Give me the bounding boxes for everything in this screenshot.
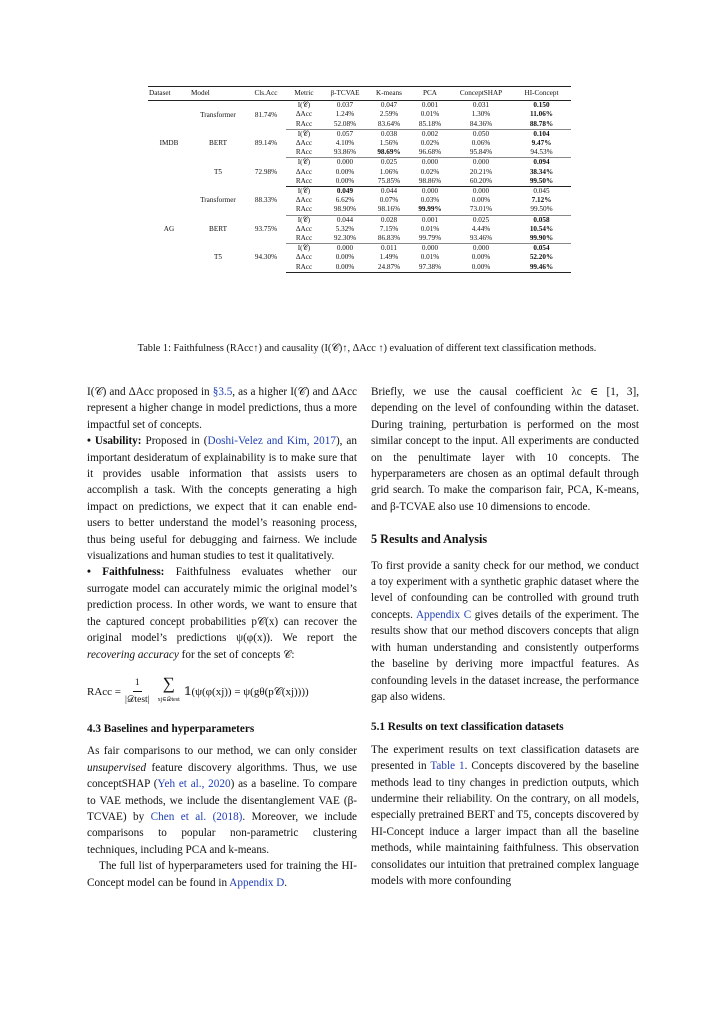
value-cell: 0.028	[380, 215, 398, 224]
metric-cell: ΔAcc	[295, 196, 313, 205]
value-cell: 0.03%	[420, 196, 440, 205]
equation-body: 𝟙(ψ(φ(xj)) = ψ(gθ(p𝒞(xj))))	[183, 685, 309, 698]
value-cell: 99.90%	[512, 234, 571, 244]
col-header-conceptshap: ConceptSHAP	[450, 87, 512, 101]
metric-cell: I(𝒞)	[297, 158, 311, 167]
col-header-dataset: Dataset	[148, 87, 190, 101]
value-cell: 52.08%	[322, 120, 368, 130]
value-cell: 92.30%	[322, 234, 368, 244]
value-cell: 0.000	[336, 158, 354, 167]
metric-cell: RAcc	[286, 148, 322, 158]
metric-cell: RAcc	[286, 263, 322, 273]
value-cell: 98.90%	[322, 205, 368, 215]
col-header-pca: PCA	[410, 87, 450, 101]
table-row	[148, 129, 571, 139]
col-header-metric: Metric	[286, 87, 322, 101]
value-cell: 0.01%	[420, 224, 440, 233]
value-cell: 7.15%	[379, 224, 399, 233]
equation-fraction	[125, 675, 150, 709]
text-span: Proposed in (	[141, 435, 208, 448]
value-cell: 0.044	[336, 215, 354, 224]
cls-acc-cell: 81.74%	[254, 110, 278, 119]
text-span: The full list of hyperparameters used for training the HI-Concept model can be found in	[87, 860, 357, 889]
citation-link-yeh[interactable]: Yeh et al., 2020	[157, 778, 231, 791]
paragraph-metrics	[87, 384, 357, 433]
value-cell: 86.83%	[368, 234, 410, 244]
metric-cell: I(𝒞)	[297, 187, 311, 196]
value-cell: 5.32%	[335, 224, 355, 233]
value-cell: 10.54%	[529, 224, 554, 233]
citation-link-chen[interactable]: Chen et al. (2018)	[150, 810, 243, 823]
model-cell: BERT	[209, 139, 227, 148]
section-link[interactable]: §3.5	[212, 386, 233, 398]
col-header-cls-acc: Cls.Acc	[246, 87, 286, 101]
table-body	[148, 101, 571, 273]
table-row	[148, 244, 571, 254]
sum-subscript: xj∈𝒟test	[157, 696, 180, 703]
value-cell: 20.21%	[469, 167, 493, 176]
section-heading-5-1: 5.1 Results on text classification datasets	[371, 721, 564, 734]
metric-cell: ΔAcc	[295, 110, 313, 119]
value-cell: 0.044	[380, 187, 398, 196]
appendix-d-link[interactable]: Appendix D	[229, 876, 285, 889]
table-header-row	[148, 87, 571, 101]
value-cell: 99.79%	[410, 234, 450, 244]
value-cell: 0.000	[421, 244, 439, 253]
model-cell: BERT	[209, 224, 227, 233]
value-cell: 0.00%	[471, 196, 491, 205]
value-cell: 7.12%	[531, 196, 552, 205]
table-row	[148, 215, 571, 225]
value-cell: 98.69%	[368, 148, 410, 158]
metric-cell: RAcc	[286, 234, 322, 244]
model-cell: T5	[214, 167, 222, 176]
value-cell: 4.44%	[471, 224, 491, 233]
value-cell: 75.85%	[368, 177, 410, 187]
metric-cell: I(𝒞)	[297, 101, 311, 110]
metric-cell: I(𝒞)	[297, 129, 311, 138]
value-cell: 1.49%	[379, 253, 399, 262]
model-cell: Transformer	[200, 110, 236, 119]
value-cell: 73.01%	[450, 205, 512, 215]
col-header-beta-tcvae: β-TCVAE	[322, 87, 368, 101]
value-cell: 0.06%	[471, 139, 491, 148]
value-cell: 0.00%	[322, 263, 368, 273]
value-cell: 9.47%	[531, 139, 552, 148]
value-cell: 0.050	[472, 129, 490, 138]
section-heading-4-3: 4.3 Baselines and hyperparameters	[87, 722, 255, 735]
text-span: I(𝒞) and ΔAcc proposed in	[87, 386, 213, 398]
paragraph-hyperparameters	[87, 858, 357, 891]
value-cell: 0.054	[533, 244, 550, 253]
value-cell: 0.00%	[335, 167, 355, 176]
value-cell: 99.46%	[512, 263, 571, 273]
value-cell: 99.50%	[512, 205, 571, 215]
value-cell: 0.02%	[420, 167, 440, 176]
value-cell: 0.000	[421, 158, 439, 167]
equation-sum	[157, 673, 180, 708]
value-cell: 0.01%	[420, 253, 440, 262]
text-span: feature discovery algorithms. Thus, we use conceptSHAP (	[87, 761, 357, 791]
metric-cell: I(𝒞)	[297, 244, 311, 253]
left-column	[87, 384, 357, 891]
metric-cell: I(𝒞)	[297, 215, 311, 224]
model-cell: T5	[214, 253, 222, 262]
value-cell: 0.025	[380, 158, 398, 167]
value-cell: 4.10%	[335, 139, 355, 148]
value-cell: 0.011	[381, 244, 397, 253]
value-cell: 93.46%	[450, 234, 512, 244]
value-cell: 99.99%	[410, 205, 450, 215]
table-1-link[interactable]: Table 1	[430, 760, 465, 773]
table-row	[148, 101, 571, 111]
value-cell: 95.84%	[450, 148, 512, 158]
value-cell: 0.00%	[335, 253, 355, 262]
value-cell: 6.62%	[335, 196, 355, 205]
value-cell: 96.68%	[410, 148, 450, 158]
text-span: , as a higher I(𝒞) and ΔAcc represent a higher change in model predictions, thus a more impactful set of concepts.	[87, 386, 358, 431]
emphasis-recovering-accuracy: recovering accuracy	[87, 648, 179, 661]
paragraph-usability	[87, 433, 357, 564]
text-span: .	[284, 876, 288, 889]
value-cell: 1.30%	[471, 110, 491, 119]
value-cell: 0.00%	[322, 177, 368, 187]
value-cell: 0.000	[472, 187, 490, 196]
text-span: The experiment results on text classification datasets are presented in	[371, 743, 639, 773]
col-header-kmeans: K-means	[368, 87, 410, 101]
results-table-container	[148, 86, 571, 273]
value-cell: 99.50%	[512, 177, 571, 187]
value-cell: 0.038	[380, 129, 398, 138]
sum-symbol: ∑	[162, 673, 175, 693]
equation-numerator: 1	[133, 675, 142, 692]
text-span: Faithfulness evaluates whether our surrogate model can accurately mimic the original model’s prediction process. In other words, we want to ensure that the captured concept probabilities p𝒞(x) can recover the original model’s predictions ψ(φ(x)). We report the	[87, 566, 358, 645]
text-span: . Concepts discovered by the baseline methods lead to tiny changes in prediction outputs, which undermine their reliability. On the contrary, on all models, especially pretrained BERT and T5, concepts discovered by HI-Concept induce a larger impact than all the baseline methods, while maintaining faithfulness. This observation consolidates our intuition that pretrained complex language models with more confounding	[371, 760, 640, 887]
value-cell: 98.16%	[368, 205, 410, 215]
dataset-cell: IMDB	[159, 139, 179, 148]
value-cell: 0.150	[533, 101, 550, 110]
metric-cell: ΔAcc	[295, 167, 313, 176]
metric-cell: ΔAcc	[295, 224, 313, 233]
metric-cell: RAcc	[286, 120, 322, 130]
value-cell: 0.045	[533, 187, 550, 196]
paragraph-causal-coefficient: Briefly, we use the causal coefficient λc ∈ [1, 3], depending on the level of confounding within the dataset. During training, perturbation is performed on the most similar concept to the input. All experiments are conducted on the penultimate layer with 10 concepts. The hyperparameters are chosen as an optimal default through grid search. To make the comparison fair, PCA, K-means, and β-TCVAE also use 10 dimensions to encode.	[371, 386, 639, 513]
value-cell: 38.34%	[529, 167, 554, 176]
value-cell: 0.057	[336, 129, 354, 138]
value-cell: 0.02%	[420, 139, 440, 148]
value-cell: 0.094	[533, 158, 550, 167]
value-cell: 0.049	[336, 187, 354, 196]
value-cell: 0.000	[472, 158, 490, 167]
value-cell: 0.000	[421, 187, 439, 196]
text-span: As fair comparisons to our method, we can only consider	[87, 745, 357, 758]
cls-acc-cell: 88.33%	[254, 196, 278, 205]
value-cell: 0.025	[472, 215, 490, 224]
section-heading-5: 5 Results and Analysis	[371, 532, 488, 547]
value-cell: 84.36%	[450, 120, 512, 130]
value-cell: 0.07%	[379, 196, 399, 205]
results-table	[148, 86, 571, 273]
usability-label: • Usability:	[87, 435, 142, 448]
metric-cell: RAcc	[286, 177, 322, 187]
table-caption: Table 1: Faithfulness (RAcc↑) and causality (I(𝒞)↑, ΔAcc ↑) evaluation of different text classification methods.	[137, 343, 597, 354]
table-row	[148, 187, 571, 197]
metric-cell: RAcc	[286, 205, 322, 215]
value-cell: 0.031	[472, 101, 490, 110]
value-cell: 11.06%	[530, 110, 553, 119]
equation-denominator: |𝒟test|	[125, 695, 150, 706]
col-header-hi-concept: HI-Concept	[512, 87, 571, 101]
text-span: . Moreover, we include comparisons to popular non-parametric clustering techniques, including PCA and k-means.	[87, 810, 358, 856]
metric-cell: ΔAcc	[295, 139, 313, 148]
cls-acc-cell: 93.75%	[254, 224, 278, 233]
text-span: ) as a baseline. To compare to VAE methods, we include the disentanglement VAE (β-TCVAE) by	[87, 778, 357, 823]
cls-acc-cell: 89.14%	[254, 139, 278, 148]
value-cell: 0.01%	[420, 110, 440, 119]
col-header-model: Model	[190, 87, 246, 101]
text-span: for the set of concepts 𝒞:	[178, 648, 295, 661]
value-cell: 0.001	[421, 101, 439, 110]
emphasis-unsupervised: unsupervised	[87, 761, 147, 774]
value-cell: 0.001	[421, 215, 439, 224]
text-span: To first provide a sanity check for our method, we conduct a toy experiment with a synthetic graphic dataset where the level of confounding can be controlled with ground truth concepts.	[371, 559, 639, 621]
cls-acc-cell: 72.98%	[254, 167, 278, 176]
value-cell: 0.00%	[450, 263, 512, 273]
value-cell: 0.002	[421, 129, 439, 138]
value-cell: 97.38%	[410, 263, 450, 273]
citation-link-doshi-velez[interactable]: Doshi-Velez and Kim, 2017	[207, 435, 336, 448]
cls-acc-cell: 94.30%	[254, 253, 278, 262]
paragraph-text-classification	[371, 742, 639, 890]
value-cell: 1.24%	[335, 110, 355, 119]
paragraph-faithfulness	[87, 564, 357, 662]
value-cell: 88.78%	[512, 120, 571, 130]
metric-cell: ΔAcc	[295, 253, 313, 262]
appendix-c-link[interactable]: Appendix C	[415, 608, 472, 621]
value-cell: 1.56%	[379, 139, 399, 148]
paragraph-sanity-check	[371, 558, 639, 706]
value-cell: 0.047	[380, 101, 398, 110]
value-cell: 83.64%	[368, 120, 410, 130]
value-cell: 24.87%	[368, 263, 410, 273]
right-column	[371, 384, 639, 889]
text-span: ), an important desideratum of explainability is to make sure that it provides usable information that assists users to accomplish a task. With the concepts generating a high impact on predictions, we expect that it can enable end-users to better understand the model’s reasoning process, thus being useful for debugging and fairness. We include visualizations and human studies to test it qualitatively.	[87, 435, 357, 563]
table-row	[148, 158, 571, 168]
equation-lhs: RAcc =	[87, 685, 121, 698]
text-span: gives details of the experiment. The results show that our method discovers concepts that align with human understanding and consistently outperforms the baseline by deriving more impactful features. As confounding levels in the dataset increase, the performance gap also widens.	[371, 608, 639, 703]
value-cell: 0.000	[472, 244, 490, 253]
value-cell: 0.037	[336, 101, 354, 110]
value-cell: 1.06%	[379, 167, 399, 176]
value-cell: 60.20%	[450, 177, 512, 187]
model-cell: Transformer	[200, 196, 236, 205]
racc-equation	[87, 669, 357, 715]
value-cell: 52.20%	[529, 253, 554, 262]
value-cell: 2.59%	[379, 110, 399, 119]
faithfulness-label: • Faithfulness:	[87, 566, 165, 579]
paragraph-baselines	[87, 743, 357, 858]
value-cell: 0.000	[336, 244, 354, 253]
value-cell: 0.00%	[471, 253, 491, 262]
value-cell: 98.86%	[410, 177, 450, 187]
value-cell: 94.53%	[512, 148, 571, 158]
value-cell: 85.18%	[410, 120, 450, 130]
value-cell: 0.058	[533, 215, 550, 224]
value-cell: 0.104	[533, 129, 550, 138]
value-cell: 93.86%	[322, 148, 368, 158]
dataset-cell: AG	[163, 224, 175, 233]
